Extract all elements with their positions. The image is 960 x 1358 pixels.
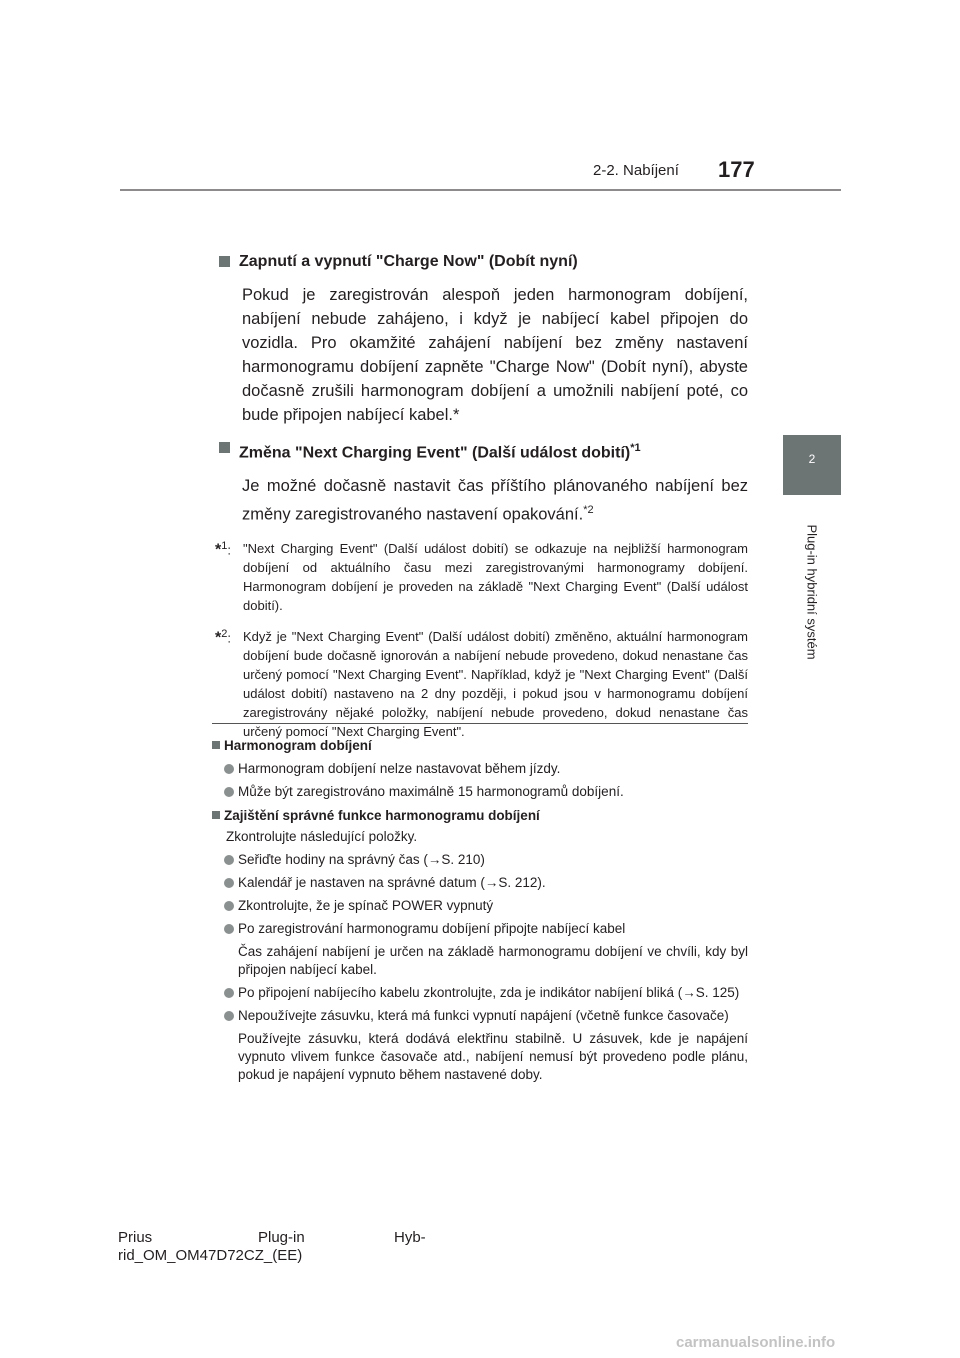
watermark: carmanualsonline.info: [676, 1334, 836, 1351]
notes-section: [212, 733, 748, 1084]
list-item: Po zaregistrování harmonogramu dobíjení připojte nabíjecí kabel: [212, 920, 748, 938]
note-heading: Harmonogram dobíjení: [212, 737, 748, 755]
footnote-ref: *1: [630, 442, 641, 454]
footer-word: Prius: [118, 1229, 153, 1246]
list-item: Seřiďte hodiny na správný čas (→S. 210): [212, 851, 748, 869]
paragraph: Pokud je zaregistrován alespoň jeden harmonogram dobíjení, nabíjení nebude zahájeno, i když je nabíjecí kabel připojen do vozidla. Pro okamžité zahájení nabíjení bez změny nastavení harmonogramu dobíjení zapněte "Charge Now" (Dobít nyní), abyste dočasně zrušili harmonogram dobíjení a umožnili nabíjení poté, co bude připojen nabíjecí kabel.*: [242, 286, 748, 424]
header-rule: [120, 189, 841, 191]
footnote-text: "Next Charging Event" (Další událost dobití) se odkazuje na nejbližší harmonogram dobíjení od aktuálního času mezi zaregistrovanými harmonogramy dobíjení. Harmonogram dobíjení je proveden na základě "Next Charging Event" (Další událost dobití).: [243, 540, 748, 613]
list-item: Nepoužívejte zásuvku, která má funkci vypnutí napájení (včetně funkce časovače): [212, 1007, 748, 1025]
chapter-tab-label: [783, 500, 841, 700]
circle-bullet-icon: [224, 924, 234, 934]
footnote-marker: *$^2$:: [215, 627, 231, 647]
section-heading: [215, 251, 748, 273]
footnote-ref: *2: [583, 504, 594, 517]
footer-word: Hyb-: [394, 1229, 426, 1246]
square-bullet-icon: [219, 256, 230, 267]
circle-bullet-icon: [224, 1011, 234, 1021]
note-intro: Zkontrolujte následující položky.: [226, 829, 418, 844]
square-bullet-icon: [212, 741, 220, 749]
circle-bullet-icon: [224, 901, 234, 911]
chapter-tab-text: Plug-in hybridní systém: [804, 524, 820, 660]
list-item: Může být zaregistrováno maximálně 15 harmonogramů dobíjení.: [212, 783, 748, 801]
list-item-detail: Používejte zásuvku, která dodává elektřinu stabilně. U zásuvek, kde je napájení vypnuto vlivem funkce časovače atd., nabíjení nemusí být provedeno podle plánu, pokud je napájení vypnuto během nastavené doby.: [238, 1031, 748, 1082]
circle-bullet-icon: [224, 988, 234, 998]
footer: [118, 1229, 426, 1265]
square-bullet-icon: [219, 442, 230, 453]
chapter-tab[interactable]: 2: [783, 435, 841, 495]
footer-word: Plug-in: [258, 1229, 305, 1246]
circle-bullet-icon: [224, 855, 234, 865]
divider: [212, 723, 748, 724]
list-item: Po připojení nabíjecího kabelu zkontrolujte, zda je indikátor nabíjení bliká (→S. 125): [212, 984, 748, 1002]
circle-bullet-icon: [224, 878, 234, 888]
list-item: Zkontrolujte, že je spínač POWER vypnutý: [212, 897, 748, 915]
list-item-detail: Čas zahájení nabíjení je určen na základě harmonogramu dobíjení ve chvíli, kdy byl připojen nabíjecí kabel.: [238, 944, 748, 977]
footnote-1: [215, 539, 748, 615]
section-title: 2-2. Nabíjení: [593, 162, 679, 179]
square-bullet-icon: [212, 811, 220, 819]
list-item: Harmonogram dobíjení nelze nastavovat během jízdy.: [212, 760, 748, 778]
footnote-marker: *$^1$:: [215, 539, 231, 559]
section-heading: [215, 437, 748, 464]
footnote-text: Když je "Next Charging Event" (Další událost dobití) změněno, aktuální harmonogram dobíjení bude dočasně ignorován a nabíjení nebude provedeno, dokud nenastane čas určený pomocí "Next Charging Event". Například, když je "Next Charging Event" (Další událost dobití) nastaveno na 2 dny později, i pokud jsou v harmonogramu dobíjení zaregistrovány nějaké položky, nabíjení nebude provedeno, dokud nenastane čas určený pomocí "Next Charging Event".: [243, 628, 748, 739]
heading-text: Zapnutí a vypnutí "Charge Now" (Dobít nyní): [239, 253, 578, 270]
paragraph-text: Je možné dočasně nastavit čas příštího plánovaného nabíjení bez změny zaregistrovaného nastavení opakování.: [242, 477, 748, 524]
main-content: [215, 251, 748, 741]
paragraph: [242, 474, 748, 527]
note-heading: Zajištění správné funkce harmonogramu dobíjení: [212, 807, 748, 825]
circle-bullet-icon: [224, 787, 234, 797]
footer-doc-id: rid_OM_OM47D72CZ_(EE): [118, 1247, 303, 1264]
page-number: 177: [718, 157, 755, 182]
list-item: Kalendář je nastaven na správné datum (→S. 212).: [212, 874, 748, 892]
heading-text: Změna "Next Charging Event" (Další událost dobití): [239, 444, 631, 462]
circle-bullet-icon: [224, 764, 234, 774]
